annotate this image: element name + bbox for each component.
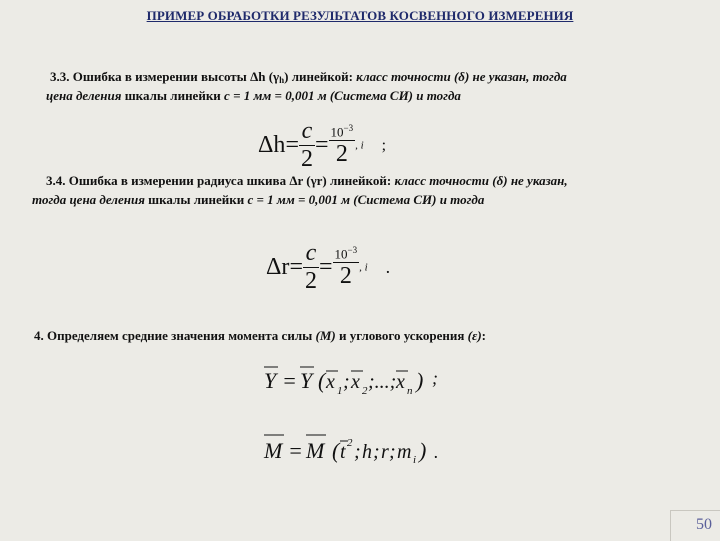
formula1-eq2: = (314, 132, 329, 158)
p33-bold-b: ) линейкой: (284, 69, 357, 84)
svg-text:.: . (434, 442, 439, 462)
formula-delta-h (258, 118, 387, 172)
svg-text:;...;: ;...; (368, 371, 397, 393)
paragraph-3-4-line1 (46, 172, 568, 190)
p4-e: (ε) (467, 328, 482, 343)
p4-m: (М) (315, 328, 336, 343)
svg-text:i: i (413, 454, 417, 466)
p33-bold-a: 3.3. Ошибка в измерении высоты Δh (γ (50, 69, 280, 84)
p34-bold: 3.4. Ошибка в измерении радиуса шкива Δr (γr) линейкой: (46, 173, 395, 188)
formula-delta-r (266, 240, 391, 294)
formula1-c: c (299, 118, 315, 146)
p4-mid: и углового ускорения (335, 328, 468, 343)
svg-text:(: ( (318, 368, 326, 393)
p34-line2-italic-b: с = 1 мм = 0,001 м (Система СИ) и тогда (247, 192, 485, 207)
svg-text:1: 1 (337, 385, 343, 397)
corner-frame (670, 510, 720, 541)
svg-text:;: ; (432, 368, 438, 388)
svg-text:;: ; (343, 371, 350, 393)
svg-text:x: x (396, 371, 405, 393)
svg-text:=: = (282, 368, 297, 393)
formula2-2b: 2 (339, 263, 352, 290)
svg-text:x: x (351, 371, 360, 393)
p33-italic-a: класс точности (δ) не указан, тогда (356, 69, 567, 84)
svg-text:;: ; (373, 441, 380, 463)
formula2-i: , i (359, 261, 368, 274)
formula2-lhs: Δr (266, 254, 290, 280)
svg-text:x: x (326, 371, 335, 393)
formula4-svg (262, 430, 462, 470)
formula1-2a: 2 (300, 146, 313, 172)
svg-text:;: ; (354, 441, 361, 463)
p33-line2-bold: шкалы линейки (124, 88, 225, 103)
svg-text:): ) (419, 438, 427, 463)
svg-text:2: 2 (347, 437, 353, 449)
formula1-frac-pow (329, 123, 356, 168)
paragraph-3-3-line1 (50, 68, 567, 89)
formula-m (262, 430, 462, 475)
p33-sub: h (279, 75, 285, 85)
formula1-2b: 2 (335, 141, 348, 168)
svg-text:(: ( (332, 438, 340, 463)
svg-text:2: 2 (362, 385, 368, 397)
svg-text:Y: Y (264, 368, 277, 393)
svg-text:n: n (407, 385, 413, 397)
svg-text:=: = (288, 438, 303, 463)
formula3-svg (262, 362, 462, 402)
formula2-eq2: = (318, 254, 333, 280)
formula1-pow: $10^{-3}$ (330, 122, 354, 140)
svg-text:M: M (264, 438, 283, 463)
formula2-pow: $10^{-3}$ (334, 244, 358, 262)
formula1-i: , i (355, 139, 364, 152)
formula2-eq: = (289, 254, 303, 280)
paragraph-3-3-line2 (46, 87, 461, 105)
svg-text:M: M (306, 438, 325, 463)
svg-text:m: m (397, 441, 412, 463)
svg-text:r: r (381, 441, 389, 463)
formula2-c: c (303, 240, 319, 268)
svg-text:h: h (362, 441, 372, 463)
svg-text:Y: Y (300, 368, 313, 393)
formula1-eq: = (285, 132, 299, 158)
p33-line2-italic-b: с = 1 мм = 0,001 м (Система СИ) и тогда (224, 88, 461, 103)
p34-italic: класс точности (δ) не указан, (394, 173, 568, 188)
formula-y (262, 362, 462, 407)
paragraph-3-4-line2 (32, 191, 484, 209)
formula2-2a: 2 (304, 268, 317, 294)
svg-text:): ) (416, 368, 424, 393)
formula1-frac-c (299, 118, 315, 173)
p4-bold: 4. Определяем средние значения момента силы (34, 328, 316, 343)
page-title: ПРИМЕР ОБРАБОТКИ РЕЗУЛЬТАТОВ КОСВЕННОГО ИЗМЕРЕНИЯ (146, 8, 574, 23)
paragraph-4 (34, 327, 486, 345)
formula2-frac-c (303, 240, 319, 295)
p33-line2-italic-a: цена деления (46, 88, 125, 103)
formula1-lhs: Δh (258, 132, 286, 158)
formula2-punct: . (385, 257, 391, 277)
p4-end: : (481, 328, 486, 343)
svg-text:;: ; (389, 441, 396, 463)
p34-line2-bold: шкалы линейки (148, 192, 248, 207)
svg-text:t: t (340, 441, 346, 463)
page-number: 50 (696, 516, 712, 533)
formula1-punct: ; (381, 136, 387, 154)
p34-line2-italic-a: тогда цена деления (32, 192, 149, 207)
formula2-frac-pow (333, 245, 360, 290)
